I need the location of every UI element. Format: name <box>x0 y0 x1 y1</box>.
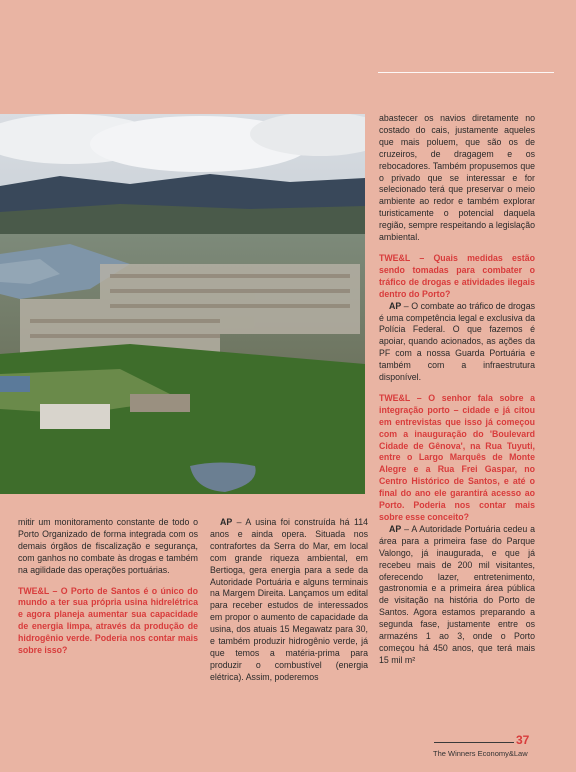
aerial-port-photo <box>0 114 365 494</box>
column-right <box>379 113 535 667</box>
answer-paragraph <box>379 301 535 384</box>
answer-text: – A usina foi construída há 114 anos e ainda opera. Situada nos contrafortes da Serra do Mar, em local com grande riqueza ambiental, em Bertioga, gera energia para a sede da Autoridade Portuária e alguns terminais na Margem Direita. Lançamos um edital para receber estudos de interessados em propor o aumento de capacidade da usina, dos atuais 15 Megawatz para 30, e também produzir hidrogênio verde, já que temos a matéria-prima para produzir o combustível (energia elétrica). Assim, poderemos <box>210 517 368 682</box>
column-middle <box>210 517 368 684</box>
answer-paragraph <box>379 524 535 667</box>
answer-label: AP <box>389 300 402 311</box>
paragraph: abastecer os navios diretamente no costado do cais, justamente aqueles que mais poluem, que são os de cruzeiros, de dragagem e os rebocadores. Também propusemos que o privado que se interessar e for selecionado terá que preservar o meio ambiente ao redor e também explorar turisticamente o potencial daquela região, sempre respeitando a legislação ambiental. <box>379 113 535 243</box>
answer-paragraph <box>210 517 368 684</box>
header-rule <box>378 72 554 73</box>
question-heading: TWE&L – O Porto de Santos é o único do mundo a ter sua própria usina hidrelétrica e agora planeja aumentar sua capacidade de energia limpa, através da produção de hidrogênio verde. Poderia nos contar mais sobre isso? <box>18 585 198 656</box>
question-heading: TWE&L – Quais medidas estão sendo tomadas para combater o tráfico de drogas e atividades ilegais dentro do Porto? <box>379 252 535 299</box>
page-number: 37 <box>516 733 530 747</box>
footer-rule <box>434 742 514 743</box>
answer-label: AP <box>220 517 233 527</box>
publication-name: The Winners Economy&Law <box>433 749 528 758</box>
answer-text: – O combate ao tráfico de drogas é uma competência legal e exclusiva da Polícia Federal. O que fazemos é apoiar, quando acionados, as ações da PF com a nossa Guarda Portuária e também com a infraestrutura disponível. <box>379 300 535 383</box>
answer-label: AP <box>389 523 402 534</box>
question-heading: TWE&L – O senhor fala sobre a integração porto – cidade e já citou em entrevistas que isso já começou com a inauguração do 'Boulevard Cidade de Gênova', na Rua Tuyuti, entre o Largo Marquês de Monte Alegre e a Rua Frei Gaspar, no Centro Histórico de Santos, e até o final do ano ele garantirá acesso ao Porto. Poderia nos contar mais sobre esse conceito? <box>379 392 535 522</box>
answer-text: – A Autoridade Portuária cedeu a área para a primeira fase do Parque Valongo, já inaugurada, e que já recebeu mais de 200 mil visitantes, oferecendo lazer, entretenimento, gastronomia e a primeira área pública de visitação na história do Porto de Santos. Agora estamos preparando a segunda fase, justamente entre os armazéns 1 ao 3, onde o Porto começou há 450 anos, que terá mais 15 mil m² <box>379 523 535 665</box>
aerial-photo-icon <box>0 114 365 494</box>
paragraph: mitir um monitoramento constante de todo o Porto Organizado de forma integrada com os demais órgãos de fiscalização e segurança, com ganhos no combate às drogas e também na agilidade das operações portuárias. <box>18 517 198 575</box>
column-left <box>18 517 198 657</box>
